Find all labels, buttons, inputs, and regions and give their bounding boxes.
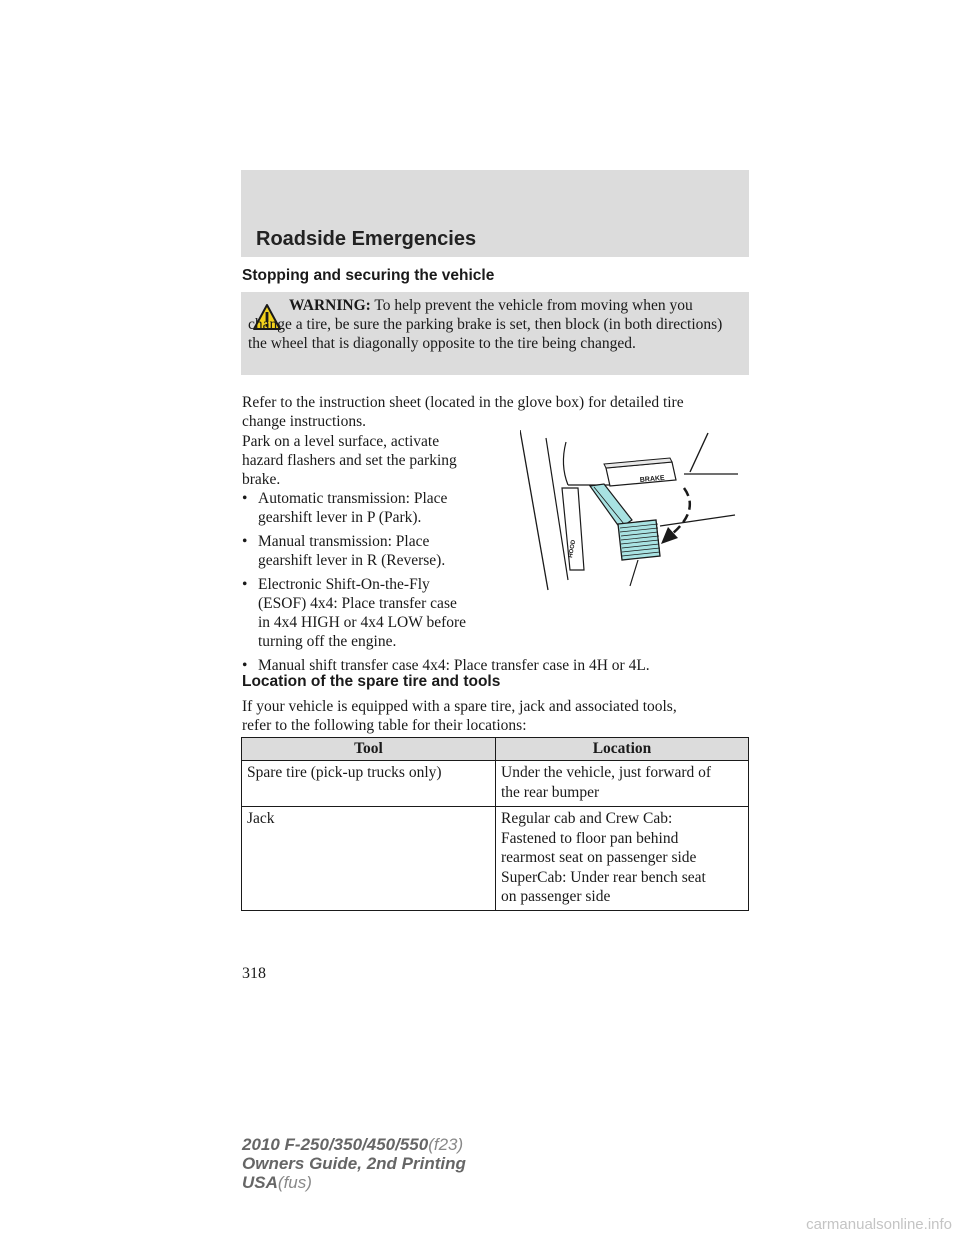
location-column-header: Location — [496, 738, 749, 761]
location-line: Fastened to floor pan behind — [501, 829, 679, 847]
intro-line: If your vehicle is equipped with a spare tire, jack and associated tools, — [242, 698, 677, 715]
bullet-line: turning off the engine. — [258, 633, 397, 650]
footer-region: USA — [242, 1173, 278, 1192]
location-line: on passenger side — [501, 888, 611, 905]
location-line: SuperCab: Under rear bench seat — [501, 868, 706, 886]
table-header-row — [242, 738, 749, 761]
bullet-manual-shift: • Manual shift transfer case 4x4: Place transfer case in 4H or 4L. — [242, 657, 650, 674]
bullet-line: gearshift lever in R (Reverse). — [258, 552, 446, 569]
hood-release-lever — [562, 488, 584, 570]
bullet-line: in 4x4 HIGH or 4x4 LOW before — [258, 614, 467, 631]
tool-cell: Jack — [242, 807, 496, 911]
bullet-line: Electronic Shift-On-the-Fly — [258, 576, 430, 593]
park-line: brake. — [242, 471, 281, 488]
press-direction-arrow — [661, 488, 690, 544]
warning-box — [241, 292, 749, 375]
bullet-line: Manual transmission: Place — [258, 533, 430, 550]
location-cell — [496, 807, 749, 911]
warning-label: WARNING: — [289, 297, 371, 314]
brake-release-handle — [604, 458, 676, 486]
tools-location-table — [241, 737, 749, 911]
brake-label: BRAKE — [639, 474, 665, 484]
instruction-line: change instructions. — [242, 413, 366, 430]
park-line: hazard flashers and set the parking — [242, 452, 457, 469]
instruction-paragraph — [242, 393, 684, 431]
table-row — [242, 807, 749, 911]
section-title: Roadside Emergencies — [256, 228, 477, 250]
warning-body: To help prevent the vehicle from moving when you change a tire, be sure the parking brake is set, then block (in both directions) the wheel that is diagonally opposite to the tire being changed. — [248, 297, 723, 352]
location-line: rearmost seat on passenger side — [501, 849, 697, 866]
footer-edition: Owners Guide, 2nd Printing — [242, 1154, 466, 1173]
hood-label: HOOD — [568, 539, 578, 559]
spare-tire-heading: Location of the spare tire and tools — [242, 673, 501, 690]
stopping-heading: Stopping and securing the vehicle — [242, 267, 495, 284]
parking-brake-figure — [520, 430, 750, 595]
instruction-line: Refer to the instruction sheet (located in the glove box) for detailed tire — [242, 394, 684, 411]
bullet-esof: • Electronic Shift-On-the-Fly (ESOF) 4x4: Place transfer case in 4x4 HIGH or 4x4 LOW before turning off the engine. — [242, 576, 467, 650]
park-paragraph — [242, 432, 457, 489]
bullet-line: Manual shift transfer case 4x4: Place transfer case in 4H or 4L. — [258, 657, 650, 674]
bullet-manual: • Manual transmission: Place gearshift lever in R (Reverse). — [242, 533, 446, 569]
footer-model: 2010 F-250/350/450/550 — [242, 1135, 429, 1154]
footer-model-code: (f23) — [428, 1135, 464, 1154]
intro-line: refer to the following table for their locations: — [242, 717, 527, 734]
site-watermark: carmanualsonline.info — [806, 1216, 952, 1233]
bullet-line: (ESOF) 4x4: Place transfer case — [258, 595, 457, 612]
parking-brake-pedal — [590, 484, 735, 586]
park-line: Park on a level surface, activate — [242, 433, 440, 450]
bullet-automatic: • Automatic transmission: Place gearshift lever in P (Park). — [242, 490, 448, 526]
document-footer — [242, 1135, 466, 1192]
tool-column-header: Tool — [242, 738, 496, 761]
tool-cell: Spare tire (pick-up trucks only) — [242, 761, 496, 807]
warning-text — [248, 296, 738, 353]
table-row — [242, 761, 749, 807]
location-line: the rear bumper — [501, 784, 600, 801]
bullet-line: Automatic transmission: Place — [258, 490, 448, 507]
location-cell — [496, 761, 749, 807]
footer-region-code: (fus) — [277, 1173, 312, 1192]
bullet-line: gearshift lever in P (Park). — [258, 509, 422, 526]
location-line: Regular cab and Crew Cab: — [501, 810, 673, 827]
figure-line — [520, 430, 548, 590]
location-line: Under the vehicle, just forward of — [501, 764, 712, 781]
page-number: 318 — [242, 965, 266, 982]
spare-intro-paragraph — [242, 697, 677, 735]
